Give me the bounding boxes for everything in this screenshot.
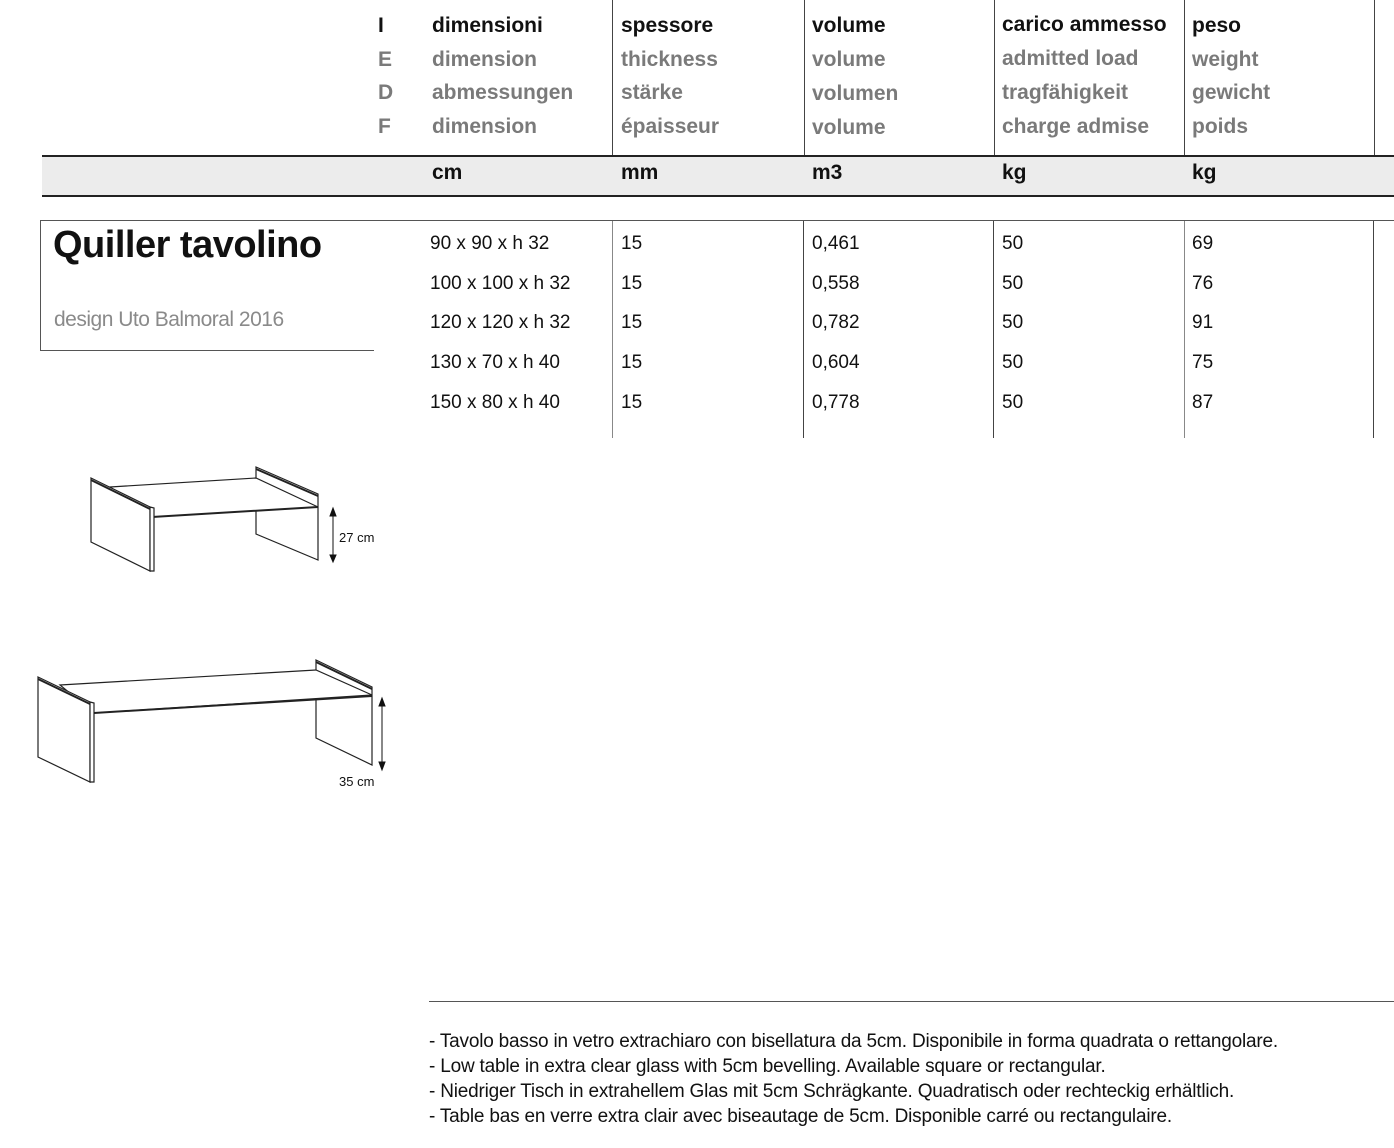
lang-german: D xyxy=(378,81,394,104)
cell-dimensions: 90 x 90 x h 32 xyxy=(430,233,550,254)
data-divider xyxy=(1184,221,1185,438)
cell-volume: 0,604 xyxy=(812,352,860,373)
cell-volume: 0,782 xyxy=(812,312,860,333)
header-divider xyxy=(1374,0,1375,155)
rectangular-table-drawing xyxy=(0,650,420,810)
cell-load: 50 xyxy=(1002,352,1024,373)
lang-english: E xyxy=(378,48,393,71)
cell-weight: 76 xyxy=(1192,273,1214,294)
label-en: admitted load xyxy=(1002,47,1139,70)
label-it: carico ammesso xyxy=(1002,13,1167,36)
label-de: gewicht xyxy=(1192,81,1271,104)
data-divider xyxy=(612,221,613,438)
label-de: volumen xyxy=(812,82,899,105)
data-divider xyxy=(1373,221,1374,438)
product-box-left-border xyxy=(40,220,41,351)
cell-load: 50 xyxy=(1002,392,1024,413)
cell-load: 50 xyxy=(1002,233,1024,254)
description-rule xyxy=(429,1001,1394,1002)
cell-load: 50 xyxy=(1002,312,1024,333)
cell-dimensions: 100 x 100 x h 32 xyxy=(430,273,571,294)
label-de: abmessungen xyxy=(432,81,574,104)
cell-thickness: 15 xyxy=(621,352,643,373)
description-german: - Niedriger Tisch in extrahellem Glas mit 5cm Schrägkante. Quadratisch oder rechteckig erhältlich. xyxy=(429,1081,1235,1102)
product-box-bottom-border xyxy=(40,350,374,351)
label-it: peso xyxy=(1192,14,1242,37)
description-italian: - Tavolo basso in vetro extrachiaro con bisellatura da 5cm. Disponibile in forma quadrata o rettangolare. xyxy=(429,1031,1278,1052)
square-table-drawing xyxy=(0,440,420,590)
label-en: weight xyxy=(1192,48,1259,71)
cell-weight: 75 xyxy=(1192,352,1214,373)
cell-load: 50 xyxy=(1002,273,1024,294)
cell-volume: 0,558 xyxy=(812,273,860,294)
description-english: - Low table in extra clear glass with 5cm bevelling. Available square or rectangular. xyxy=(429,1056,1106,1077)
label-de: stärke xyxy=(621,81,683,104)
cell-dimensions: 120 x 120 x h 32 xyxy=(430,312,571,333)
unit-load: kg xyxy=(1002,161,1027,184)
table-line-art-icon xyxy=(0,440,420,590)
cell-weight: 87 xyxy=(1192,392,1214,413)
product-title: Quiller tavolino xyxy=(53,224,322,266)
label-fr: poids xyxy=(1192,115,1248,138)
header-divider xyxy=(1184,0,1185,155)
cell-thickness: 15 xyxy=(621,392,643,413)
cell-volume: 0,778 xyxy=(812,392,860,413)
cell-thickness: 15 xyxy=(621,312,643,333)
height-label: 35 cm xyxy=(339,774,375,789)
label-fr: charge admise xyxy=(1002,115,1150,138)
label-fr: volume xyxy=(812,116,886,139)
label-it: spessore xyxy=(621,14,714,37)
description-french: - Table bas en verre extra clair avec biseautage de 5cm. Disponible carré ou rectangulaire. xyxy=(429,1106,1172,1127)
data-divider xyxy=(993,221,994,438)
data-top-rule xyxy=(40,220,1394,221)
label-en: dimension xyxy=(432,48,538,71)
label-de: tragfähigkeit xyxy=(1002,81,1129,104)
unit-weight: kg xyxy=(1192,161,1217,184)
cell-dimensions: 130 x 70 x h 40 xyxy=(430,352,560,373)
cell-thickness: 15 xyxy=(621,273,643,294)
header-divider xyxy=(994,0,995,155)
unit-dimensions: cm xyxy=(432,161,463,184)
label-it: volume xyxy=(812,14,886,37)
lang-french: F xyxy=(378,115,391,138)
cell-volume: 0,461 xyxy=(812,233,860,254)
product-designer: design Uto Balmoral 2016 xyxy=(54,308,284,331)
label-en: volume xyxy=(812,48,886,71)
height-label: 27 cm xyxy=(339,530,375,545)
unit-volume: m3 xyxy=(812,161,843,184)
label-it: dimensioni xyxy=(432,14,543,37)
cell-thickness: 15 xyxy=(621,233,643,254)
label-fr: épaisseur xyxy=(621,115,720,138)
header-divider xyxy=(612,0,613,155)
data-divider xyxy=(803,221,804,438)
cell-dimensions: 150 x 80 x h 40 xyxy=(430,392,560,413)
label-fr: dimension xyxy=(432,115,538,138)
cell-weight: 91 xyxy=(1192,312,1214,333)
header-divider xyxy=(804,0,805,155)
lang-italian: I xyxy=(378,14,384,37)
label-en: thickness xyxy=(621,48,718,71)
cell-weight: 69 xyxy=(1192,233,1214,254)
unit-thickness: mm xyxy=(621,161,659,184)
